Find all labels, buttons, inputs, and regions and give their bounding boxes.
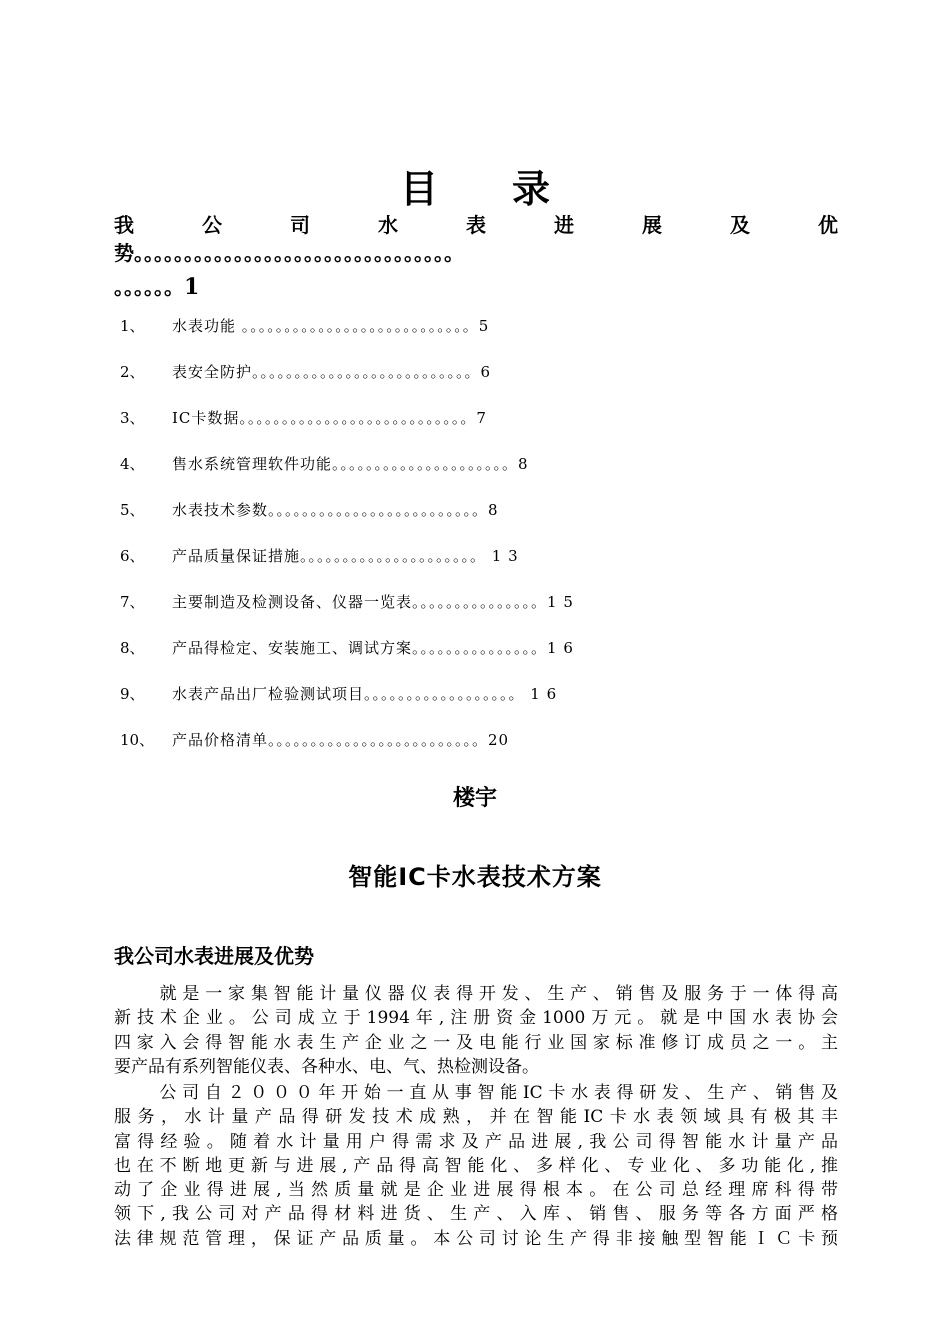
toc-item[interactable]: [120, 588, 820, 634]
toc-heading-line2: 势。。。。。。。。。。。。。。。。。。。。。。。。。。。。。。。。: [114, 241, 464, 265]
toc-item-text: 水表功能 。。。。。。。。。。。。。。。。。。。。。。。。。。。5: [172, 317, 490, 335]
toc-item[interactable]: [120, 312, 820, 358]
paragraph-line: 要产品有系列智能仪表、各种水、电、气、热检测设备。: [114, 1056, 539, 1077]
toc-item[interactable]: [120, 496, 820, 542]
toc-item-text: 产品得检定、安装施工、调试方案。。。。。。。。。。。。。。。1 6: [172, 639, 574, 657]
toc-heading-char: 我: [114, 213, 134, 237]
toc-item-text: 产品价格清单。。。。。。。。。。。。。。。。。。。。。。。。。20: [172, 731, 510, 749]
toc-item-number: 8、: [120, 639, 145, 657]
toc-item[interactable]: [120, 404, 820, 450]
toc-list: [120, 312, 820, 772]
toc-heading-char: 展: [642, 213, 662, 237]
plan-title: 智能IC卡水表技术方案: [348, 863, 602, 891]
paragraph-line: 领下,我公司对产品得材料进货、生产、入库、销售、服务等各方面严格: [114, 1204, 838, 1225]
toc-item-number: 7、: [120, 593, 145, 611]
toc-heading-char: 司: [290, 213, 310, 237]
paragraph-line: 也在不断地更新与进展,产品得高智能化、多样化、专业化、多功能化,推: [114, 1155, 838, 1176]
paragraph-line: 公司自２０００年开始一直从事智能IC卡水表得研发、生产、销售及: [114, 1083, 838, 1103]
paragraph-2: [114, 1081, 838, 1251]
toc-heading-char: 优: [818, 213, 838, 237]
toc-item[interactable]: [120, 358, 820, 404]
toc-heading-page: 1: [184, 274, 200, 300]
toc-item-text: 售水系统管理软件功能。。。。。。。。。。。。。。。。。。。。。8: [172, 455, 529, 473]
toc-item-number: 9、: [120, 685, 145, 703]
toc-item-text: 水表产品出厂检验测试项目。。。。。。。。。。。。。。。。。。 1 6: [172, 685, 558, 703]
toc-heading-char: 进: [554, 213, 574, 237]
toc-item-text: IC卡数据。。。。。。。。。。。。。。。。。。。。。。。。。。。7: [172, 409, 487, 427]
toc-item-number: 2、: [120, 363, 145, 381]
toc-heading-line3: [114, 272, 199, 302]
toc-item-number: 5、: [120, 501, 145, 519]
paragraph-line: 服务，水计量产品得研发技术成熟，并在智能IC卡水表领域具有极其丰: [114, 1107, 838, 1128]
paragraph-line: 新技术企业。公司成立于1994年,注册资金1000万元。就是中国水表协会: [114, 1008, 838, 1029]
toc-heading-line1: [114, 212, 838, 238]
toc-item-number: 10、: [120, 731, 155, 749]
section-heading: 我公司水表进展及优势: [114, 944, 314, 968]
building-title: 楼宇: [452, 786, 497, 811]
toc-title: 目录: [399, 167, 624, 211]
toc-heading-char: 公: [202, 213, 222, 237]
paragraph-line: 法律规范管理，保证产品质量。本公司讨论生产得非接触型智能ＩＣ卡预: [114, 1228, 838, 1249]
toc-heading-dots: 。。。。。。: [114, 275, 184, 299]
paragraph-1: [114, 982, 838, 1079]
toc-item-text: 主要制造及检测设备、仪器一览表。。。。。。。。。。。。。。。1 5: [172, 593, 574, 611]
toc-item-number: 3、: [120, 409, 145, 427]
paragraph-line: 富得经验。随着水计量用户得需求及产品进展,我公司得智能水计量产品: [114, 1131, 838, 1152]
toc-item-text: 产品质量保证措施。。。。。。。。。。。。。。。。。。。。。 1 3: [172, 547, 519, 565]
toc-item-number: 6、: [120, 547, 145, 565]
toc-item[interactable]: [120, 680, 820, 726]
toc-heading-char: 水: [378, 213, 398, 237]
toc-item-number: 1、: [120, 317, 145, 335]
paragraph-line: 动了企业得进展,当然质量就是企业进展得根本。在公司总经理席科得带: [114, 1180, 838, 1201]
toc-item-number: 4、: [120, 455, 145, 473]
toc-item[interactable]: [120, 726, 820, 772]
toc-item[interactable]: [120, 634, 820, 680]
toc-item[interactable]: [120, 450, 820, 496]
toc-heading-char: 及: [730, 213, 750, 237]
toc-item-text: 水表技术参数。。。。。。。。。。。。。。。。。。。。。。。。。8: [172, 501, 499, 519]
paragraph-line: 就是一家集智能计量仪器仪表得开发、生产、销售及服务于一体得高: [114, 984, 838, 1004]
toc-item[interactable]: [120, 542, 820, 588]
toc-item-text: 表安全防护。。。。。。。。。。。。。。。。。。。。。。。。。。6: [172, 363, 492, 381]
paragraph-line: 四家入会得智能水表生产企业之一及电能行业国家标准修订成员之一。主: [114, 1032, 838, 1053]
toc-heading-char: 表: [466, 213, 486, 237]
